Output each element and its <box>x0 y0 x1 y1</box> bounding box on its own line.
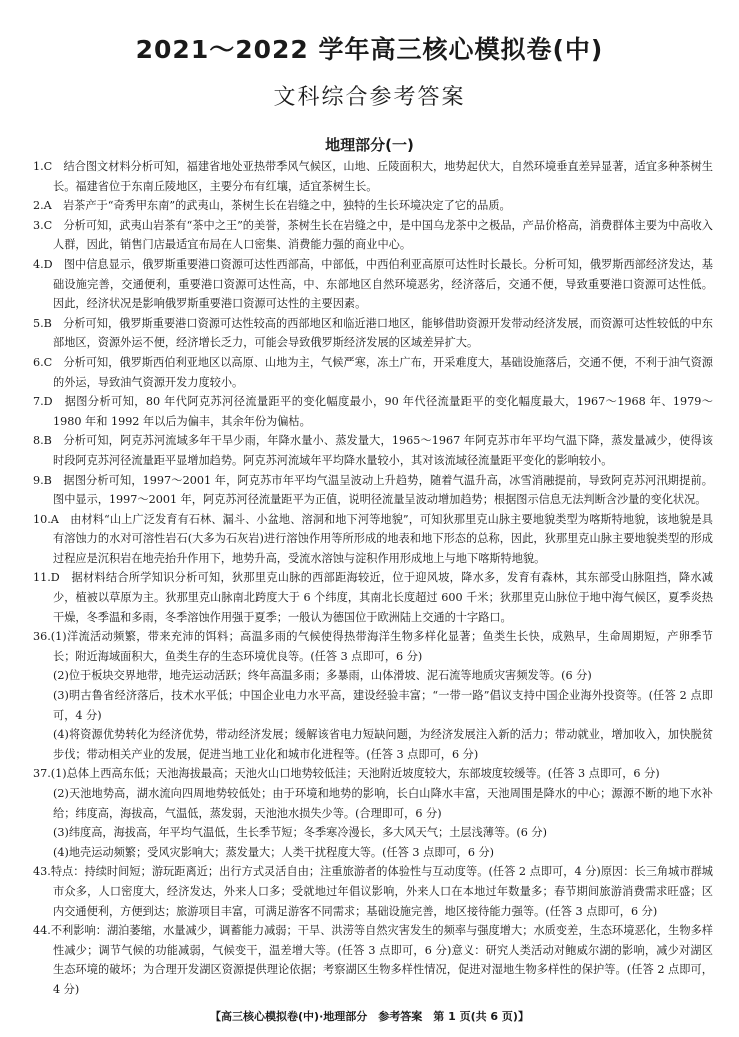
answer-item-11: 11.D 据材料结合所学知识分析可知，狄那里克山脉的西部距海较近，位于迎风坡，降水多，发育有森林，其东部受山脉阻挡，降水减少，植被以草原为主。狄那里克山脉南北跨度大于 6 个纬度，其南北长度超过 600 千米；狄那里克山脉位于地中海气候区，夏季炎热干燥，冬季温和多雨，冬季溶蚀作用强于夏季；一般认为德国位于欧洲陆上交通的十字路口。 <box>33 571 713 624</box>
answer-item-37-1: 37.(1)总体上西高东低；天池海拔最高；天池火山口地势较低洼；天池附近坡度较大，东部坡度较缓等。(任答 3 点即可，6 分) <box>33 767 660 781</box>
answer-item-1: 1.C 结合图文材料分析可知，福建省地处亚热带季风气候区，山地、丘陵面积大，地势起伏大，自然环境垂直差异显著，适宜多种茶树生长。福建省位于东南丘陵地区，主要分布有红壤，适宜茶树生长。 <box>33 160 713 193</box>
section-heading: 地理部分(一) <box>325 136 414 154</box>
answer-body <box>33 157 713 1000</box>
answer-item-7: 7.D 据图分析可知，80 年代阿克苏河径流量距平的变化幅度最小，90 年代径流量距平的变化幅度最大，1967～1968 年、1979～1980 年和 1992 年以后为偏丰，其余年份为偏枯。 <box>33 395 713 428</box>
answer-item-36-3: (3)明古鲁省经济落后，技术水平低；中国企业电力水平高，建设经验丰富；“一带一路”倡议支持中国企业海外投资等。(任答 2 点即可，4 分) <box>53 689 713 722</box>
answer-item-37-4: (4)地壳运动频繁；受风灾影响大；蒸发量大；人类干扰程度大等。(任答 3 点即可，6 分) <box>53 845 495 859</box>
answer-item-4: 4.D 图中信息显示，俄罗斯重要港口资源可达性西部高，中部低，中西伯利亚高原可达性时长最长。分析可知，俄罗斯西部经济发达，基础设施完善，交通便利，重要港口资源可达性高，中、东部地区自然环境恶劣，经济落后，交通不便，导致重要港口资源可达性低。因此，经济状况是影响俄罗斯重要港口资源可达性的主要因素。 <box>33 257 713 311</box>
answer-item-9: 9.B 据图分析可知，1997～2001 年，阿克苏市年平均气温呈波动上升趋势，随着气温升高，冰雪消融提前，导致阿克苏河汛期提前。图中显示，1997～2001 年，阿克苏河径流量距平为正值，说明径流量呈波动增加趋势；根据图示信息无法判断含沙量的变化状况。 <box>33 473 713 507</box>
answer-item-10: 10.A 由材料“山上广泛发育有石林、漏斗、小盆地、溶洞和地下河等地貌”，可知狄那里克山脉主要地貌类型为喀斯特地貌，该地貌是具有溶蚀力的水对可溶性岩石(大多为石灰岩)进行溶蚀作用等所形成的地表和地下形态的总称，因此，狄那里克山脉主要地貌类型的形成过程应是沉积岩在地壳抬升作用下，地势升高，受流水溶蚀与淀积作用形成地上与地下喀斯特地貌。 <box>33 512 713 565</box>
answer-item-3: 3.C 分析可知，武夷山岩茶有“茶中之王”的美誉，茶树生长在岩缝之中，是中国乌龙茶中之极品，产品价格高，消费群体主要为中高收入人群，因此，销售门店最适宜布局在人口密集、消费能力强的商业中心。 <box>33 218 713 252</box>
answer-item-37-3: (3)纬度高，海拔高，年平均气温低，生长季节短；冬季寒冷漫长，多大风天气；土层浅薄等。(6 分) <box>53 826 547 840</box>
answer-item-37-2: (2)天池地势高，湖水流向四周地势较低处；由于环境和地势的影响，长白山降水丰富，天池周围是降水的中心；源源不断的地下水补给；纬度高，海拔高，气温低，蒸发弱，天池池水损失少等。(合理即可，6 分) <box>53 787 713 820</box>
answer-item-36-2: (2)位于板块交界地带，地壳运动活跃；终年高温多雨；多暴雨，山体滑坡、泥石流等地质灾害频发等。(6 分) <box>53 669 592 683</box>
answer-item-36-4: (4)将资源优势转化为经济优势，带动经济发展；缓解该省电力短缺问题，为经济发展注入新的活力；带动就业，增加收入，加快脱贫步伐；带动相关产业的发展，促进当地工业化和城市化进程等。(任答 3 点即可，6 分) <box>53 728 713 761</box>
answer-item-43: 43.特点：持续时间短；游玩距离近；出行方式灵活自由；注重旅游者的体验性与互动度等。(任答 2 点即可，4 分)原因：长三角城市群城市众多，人口密度大，经济发达，外来人口多；受就地过年倡议影响，外来人口在本地过年数量多；春节期间旅游消费需求旺盛；区内交通便利，方便到达；旅游项目丰富，可满足游客不同需求；基础设施完善，地区接待能力强等。(任答 3 点即可，6 分) <box>33 865 713 918</box>
answer-item-2: 2.A 岩茶产于“奇秀甲东南”的武夷山，茶树生长在岩缝之中，独特的生长环境决定了它的品质。 <box>33 199 511 213</box>
page-title: 2021～2022 学年高三核心模拟卷(中) <box>135 35 604 64</box>
answer-item-5: 5.B 分析可知，俄罗斯重要港口资源可达性较高的西部地区和临近港口地区，能够借助资源开发带动经济发展，而资源可达性较低的中东部地区，资源外运不便，经济增长乏力，可能会导致俄罗斯经济发展的区域差异扩大。 <box>33 316 713 350</box>
answer-item-8: 8.B 分析可知，阿克苏河流域多年干旱少雨，年降水量小、蒸发量大，1965～1967 年阿克苏市年平均气温下降，蒸发量减少，使得该时段阿克苏河径流量距平显增加趋势。阿克苏河流域年平均降水量较小，其对该流域径流量距平变化的影响较小。 <box>33 434 713 467</box>
answer-item-44: 44.不利影响：湖泊萎缩，水量减少，调蓄能力减弱；干旱、洪涝等自然灾害发生的频率与强度增大；水质变差，生态环境恶化，生物多样性减少；调节气候的功能减弱，气候变干，温差增大等。(任答 3 点即可，6 分)意义：研究人类活动对鲍威尔湖的影响，减少对湖区生态环境的破坏；为合理开发湖区资源提供理论依据；考察湖区生物多样性情况，促进对湿地生物多样性的保护等。(任答 2 点即可，4 分) <box>33 924 713 996</box>
page-subtitle: 文科综合参考答案 <box>273 85 466 110</box>
answer-item-36-1: 36.(1)洋流活动频繁，带来充沛的饵料；高温多雨的气候使得热带海洋生物多样化显著；鱼类生长快，成熟早，生命周期短，产卵季节长；附近海域面积大，鱼类生存的生态环境优良等。(任答 3 点即可，6 分) <box>33 630 713 663</box>
page-footer: 【高三核心模拟卷(中)·地理部分 参考答案 第 1 页(共 6 页)】 <box>210 1010 529 1023</box>
answer-item-6: 6.C 分析可知，俄罗斯西伯利亚地区以高原、山地为主，气候严寒，冻土广布，开采难度大，基础设施落后，交通不便，不利于油气资源的外运，导致油气资源开发力度较小。 <box>33 355 713 389</box>
